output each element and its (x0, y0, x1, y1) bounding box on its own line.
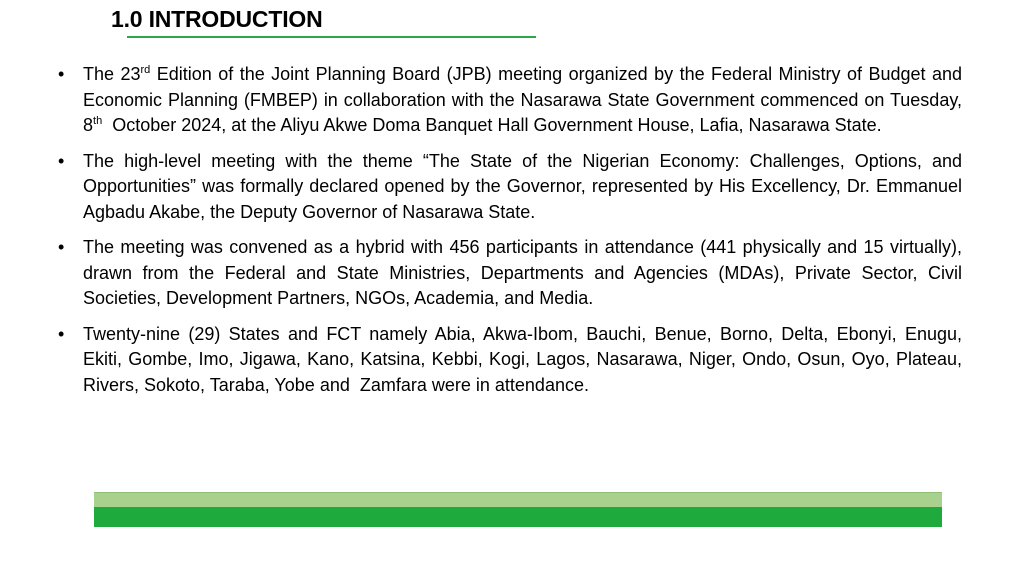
ordinal-superscript: rd (140, 64, 151, 76)
bullet-marker: • (58, 64, 65, 84)
bullet-text: The meeting was convened as a hybrid with 456 participants in attendance (441 physically and 15 virtually), drawn from the Federal and State Ministries, Departments and Agencies (MDAs), Private Sector, Civil Societies, Development Partners, NGOs, Academia, and Media. (83, 237, 962, 308)
bullet-text: October 2024, at the Aliyu Akwe Doma Banquet Hall Government House, Lafia, Nasarawa State. (102, 115, 882, 135)
bullet-item-states-attendance (58, 322, 968, 399)
bullet-item-meeting-theme (58, 149, 962, 226)
bullet-marker: • (58, 237, 65, 257)
title-underline (127, 36, 536, 38)
footer-bar (94, 492, 942, 527)
footer-bar-dark-stripe (94, 507, 942, 527)
bullet-text: Twenty-nine (29) States and FCT namely Abia, Akwa-Ibom, Bauchi, Benue, Borno, Delta, Ebonyi, Enugu, Ekiti, Gombe, Imo, Jigawa, Kano, Katsina, Kebbi, Kogi, Lagos, Nasarawa, Niger, Ondo, Osun, Oyo, Plateau, Rivers, Sokoto, Taraba, Yobe and Zamfara were in attendance. (83, 323, 968, 395)
bullet-list (58, 62, 968, 408)
bullet-item-meeting-edition (58, 62, 962, 139)
bullet-text: Edition of the Joint Planning Board (JPB) meeting organized by the Federal Ministry of Budget and Economic Planning (FMBEP) in collaboration with the Nasarawa State Government commenced on Tuesday, 8 (83, 64, 962, 135)
page-title: 1.0 INTRODUCTION (111, 6, 323, 32)
bullet-item-participants (58, 235, 962, 312)
ordinal-superscript: th (93, 115, 103, 127)
footer-bar-light-stripe (94, 492, 942, 508)
bullet-text: The high-level meeting with the theme “The State of the Nigerian Economy: Challenges, Options, and Opportunities” was formally declared opened by the Governor, represented by His Excellency, Dr. Emmanuel Agbadu Akabe, the Deputy Governor of Nasarawa State. (83, 150, 962, 222)
bullet-text: The 23 (83, 64, 141, 84)
bullet-marker: • (58, 323, 65, 344)
bullet-marker: • (58, 150, 65, 171)
